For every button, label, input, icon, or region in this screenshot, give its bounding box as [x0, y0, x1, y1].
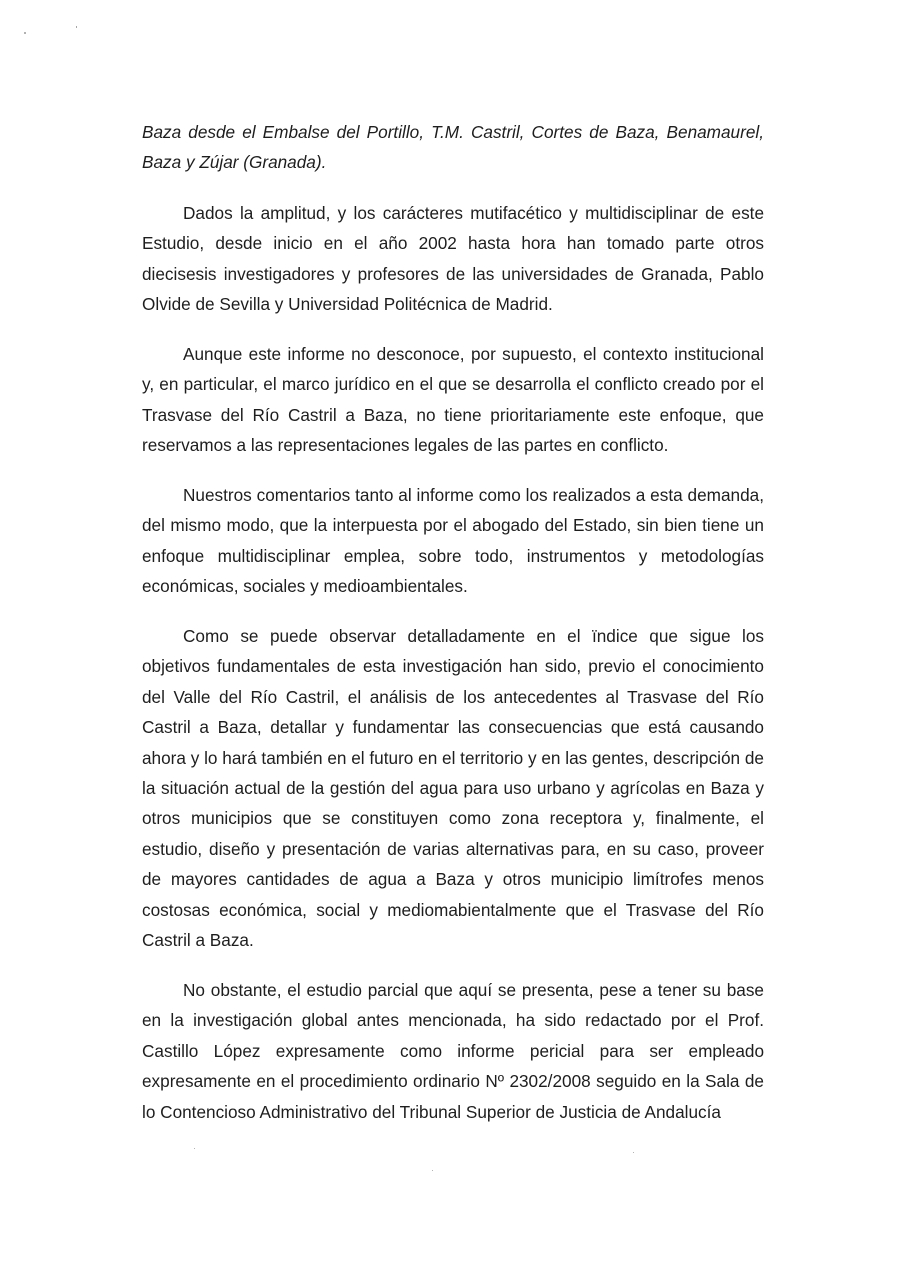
- scan-speck: [76, 26, 77, 28]
- paragraph-2: Aunque este informe no desconoce, por supuesto, el contexto institucional y, en particular, el marco jurídico en el que se desarrolla el conflicto creado por el Trasvase del Río Castril a Baza, no tiene prioritariamente este enfoque, que reservamos a las representaciones legales de las partes en conflicto.: [142, 344, 764, 456]
- intro-italic-text: Baza desde el Embalse del Portillo, T.M. Castril, Cortes de Baza, Benamaurel, Baza y Zújar (Granada).: [142, 122, 764, 173]
- paragraph-4: Como se puede observar detalladamente en el ïndice que sigue los objetivos fundamentales de esta investigación han sido, previo el conocimiento del Valle del Río Castril, el análisis de los antecedentes al Trasvase del Río Castril a Baza, detallar y fundamentar las consecuencias que está causando ahora y lo hará también en el futuro en el territorio y en las gentes, descripción de la situación actual de la gestión del agua para uso urbano y agrícolas en Baza y otros municipios que se constituyen como zona receptora y, finalmente, el estudio, diseño y presentación de varias alternativas para, en su caso, proveer de mayores cantidades de agua a Baza y otros municipio limítrofes menos costosas económica, social y mediomabientalmente que el Trasvase del Río Castril a Baza.: [142, 626, 764, 951]
- scan-speck: [194, 1148, 195, 1149]
- scan-speck: [24, 32, 26, 34]
- paragraph-1: Dados la amplitud, y los carácteres mutifacético y multidisciplinar de este Estudio, desde inicio en el año 2002 hasta hora han tomado parte otros diecisesis investigadores y profesores de las universidades de Granada, Pablo Olvide de Sevilla y Universidad Politécnica de Madrid.: [142, 203, 764, 315]
- scan-speck: [432, 1170, 433, 1171]
- paragraph-3: Nuestros comentarios tanto al informe como los realizados a esta demanda, del mismo modo, que la interpuesta por el abogado del Estado, sin bien tiene un enfoque multidisciplinar emplea, sobre todo, instrumentos y metodologías económicas, sociales y medioambientales.: [142, 485, 764, 597]
- scan-speck: [633, 1152, 634, 1153]
- paragraph-5: No obstante, el estudio parcial que aquí se presenta, pese a tener su base en la investigación global antes mencionada, ha sido redactado por el Prof. Castillo López expresamente como informe pericial para ser empleado expresamente en el procedimiento ordinario Nº 2302/2008 seguido en la Sala de lo Contencioso Administrativo del Tribunal Superior de Justicia de Andalucía: [142, 980, 764, 1122]
